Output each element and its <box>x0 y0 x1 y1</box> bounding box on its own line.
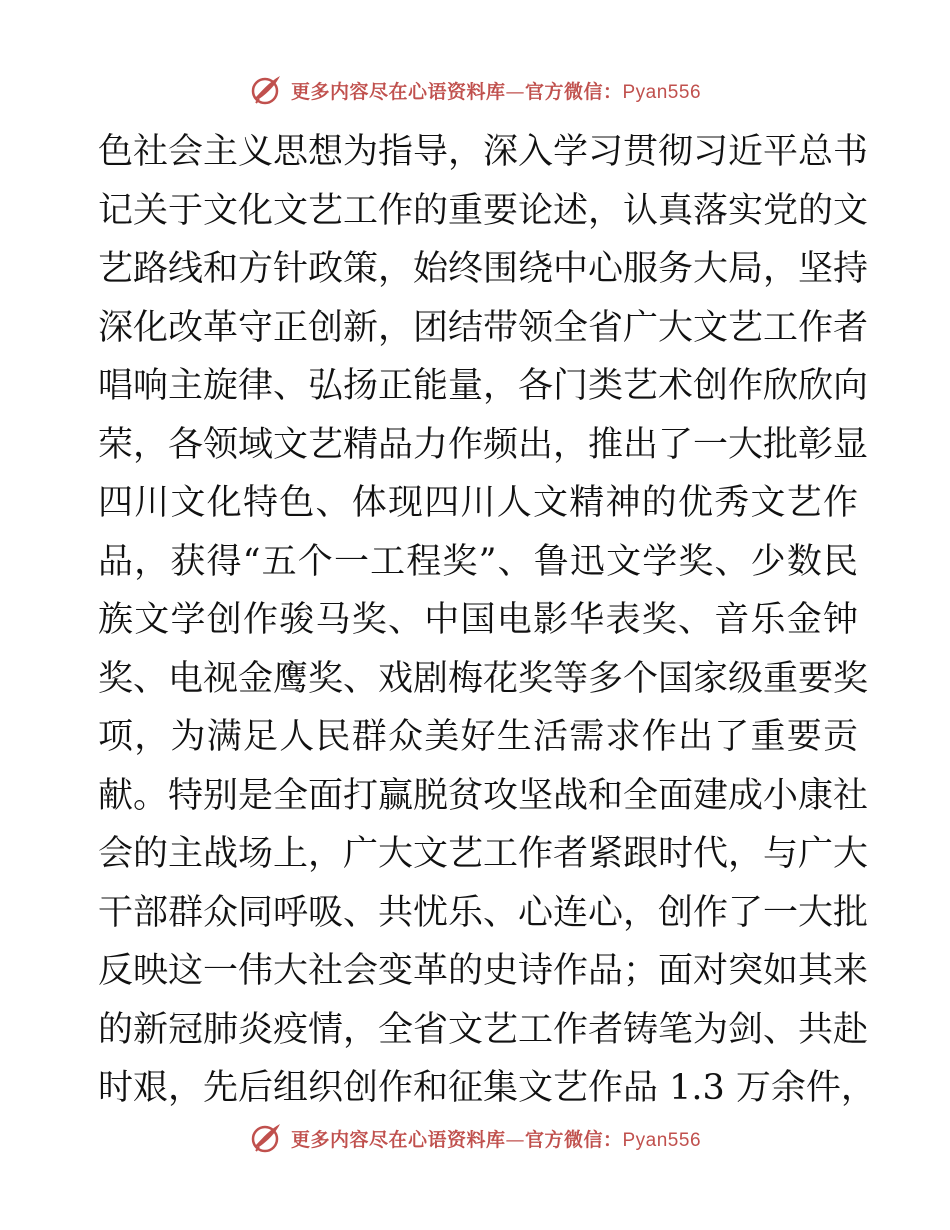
footer-banner-text <box>291 1125 701 1152</box>
footer-banner-content <box>249 1120 701 1156</box>
paragraph-line: 深化改革守正创新，团结带领全省广大文艺工作者 <box>98 307 869 348</box>
header-banner-content <box>249 72 701 108</box>
paragraph-line: 奖、电视金鹰奖、戏剧梅花奖等多个国家级重要奖 <box>98 658 869 699</box>
banner-separator: — <box>505 80 525 103</box>
paragraph-line: 记关于文化文艺工作的重要论述，认真落实党的文 <box>98 190 869 231</box>
banner-slogan: 更多内容尽在心语资料库 <box>290 1128 506 1151</box>
banner-separator: — <box>505 1128 525 1151</box>
quill-circle-logo-icon <box>249 1120 285 1156</box>
paragraph-line: 时艰，先后组织创作和征集文艺作品 1.3 万余件， <box>98 1068 876 1108</box>
banner-wechat-id: Pyan556 <box>622 81 702 103</box>
paragraph-line: 干部群众同呼吸、共忧乐、心连心，创作了一大批 <box>98 892 869 933</box>
banner-wechat-label: 官方微信： <box>524 80 623 103</box>
paragraph-line: 的新冠肺炎疫情，全省文艺工作者铸笔为剑、共赴 <box>98 1009 869 1050</box>
paragraph-line: 族文学创作骏马奖、中国电影华表奖、音乐金钟 <box>98 600 858 640</box>
banner-slogan: 更多内容尽在心语资料库 <box>290 80 506 103</box>
paragraph-line: 荣，各领域文艺精品力作频出，推出了一大批彰显 <box>98 424 869 465</box>
paragraph-line: 四川文化特色、体现四川人文精神的优秀文艺作 <box>98 483 858 523</box>
banner-wechat-label: 官方微信： <box>524 1128 623 1151</box>
quill-circle-logo-icon <box>249 72 285 108</box>
paragraph-line: 项，为满足人民群众美好生活需求作出了重要贡 <box>98 717 858 757</box>
header-banner <box>0 70 950 110</box>
paragraph-line: 唱响主旋律、弘扬正能量，各门类艺术创作欣欣向 <box>98 366 869 406</box>
banner-wechat-id: Pyan556 <box>622 1129 702 1151</box>
paragraph-line: 反映这一伟大社会变革的史诗作品；面对突如其来 <box>98 951 869 991</box>
paragraph-line: 会的主战场上，广大文艺工作者紧跟时代，与广大 <box>98 834 869 874</box>
paragraph-line: 色社会主义思想为指导，深入学习贯彻习近平总书 <box>98 132 869 172</box>
document-body <box>98 123 876 1118</box>
paragraph-line: 艺路线和方针政策，始终围绕中心服务大局，坚持 <box>98 249 869 289</box>
paragraph-line: 献。特别是全面打赢脱贫攻坚战和全面建成小康社 <box>98 775 869 816</box>
paragraph-line: 品，获得“五个一工程奖”、鲁迅文学奖、少数民 <box>98 541 858 582</box>
header-banner-text <box>291 77 701 104</box>
footer-banner <box>0 1118 950 1158</box>
